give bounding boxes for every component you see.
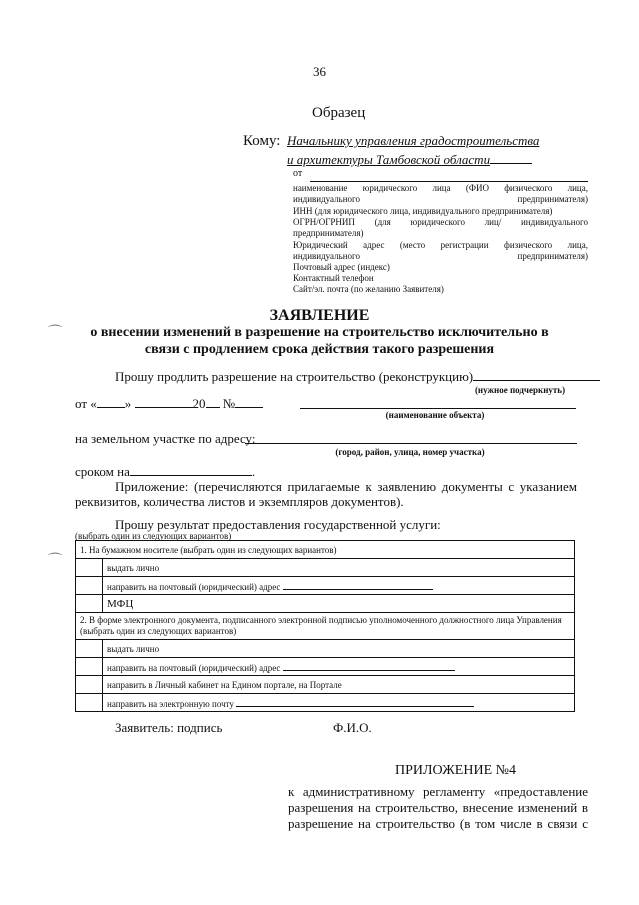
from-month-fill (135, 396, 193, 408)
statement-title: ЗАЯВЛЕНИЕ (269, 307, 370, 324)
term-fill (130, 464, 252, 476)
from-quote: » (124, 396, 132, 411)
option-paper-mfc[interactable]: МФЦ (103, 595, 575, 613)
annex-line-2: разрешения на строительство, внесение изменений в (288, 800, 588, 815)
address-hint: (город, район, улица, номер участка) (335, 447, 485, 457)
table-row (76, 541, 575, 559)
option-electronic-cabinet[interactable]: направить в Личный кабинет на Едином портале, на Портале (103, 676, 575, 694)
annex-line-1: к административному регламенту «предоставление (288, 784, 588, 799)
page-number: 36 (313, 64, 326, 79)
option-paper-postal-fill (283, 580, 433, 590)
option-electronic-email-fill (236, 697, 474, 707)
request-hint: (нужное подчеркнуть) (474, 385, 566, 395)
from-prefix: от « (75, 396, 97, 411)
term-line (75, 464, 255, 480)
table-row[interactable] (76, 577, 575, 595)
option-checkbox[interactable] (76, 694, 103, 712)
addressee-line-2-text: и архитектуры Тамбовской области (287, 152, 491, 167)
addressee-from-line (310, 181, 588, 182)
option-electronic-email-label: направить на электронную почту (107, 698, 234, 709)
option-checkbox[interactable] (76, 640, 103, 658)
table-row[interactable] (76, 559, 575, 577)
addressee-line-2-fill (490, 152, 532, 164)
section-2-title: 2. В форме электронного документа, подписанного электронной подписью уполномоченного должностного лица Управления (выбрать один из следующих вариантов) (76, 613, 575, 640)
addressee-line-2 (287, 152, 532, 168)
option-electronic-postal[interactable] (103, 658, 575, 676)
addressee-komu: Кому: (243, 133, 281, 149)
section-1-title: 1. На бумажном носителе (выбрать один из следующих вариантов) (76, 541, 575, 559)
option-electronic-in-person[interactable]: выдать лично (103, 640, 575, 658)
option-paper-in-person[interactable]: выдать лично (103, 559, 575, 577)
option-paper-postal-label: направить на почтовый (юридический) адрес (107, 581, 281, 592)
applicant-field-site: Сайт/эл. почта (по желанию Заявителя) (293, 284, 444, 294)
request-text (115, 369, 600, 385)
table-row[interactable] (76, 676, 575, 694)
table-row[interactable] (76, 694, 575, 712)
applicant-field-name: наименование юридического лица (ФИО физического лица, индивидуального предпринимателя) (293, 183, 588, 204)
table-row (76, 613, 575, 640)
option-electronic-postal-label: направить на почтовый (юридический) адрес (107, 662, 281, 673)
addressee-line-1: Начальнику управления градостроительства (287, 133, 540, 148)
margin-mark: ⌒ (48, 554, 62, 569)
statement-subtitle-1: о внесении изменений в разрешение на строительство исключительно в (90, 325, 549, 340)
applicant-field-legal-address: Юридический адрес (место регистрации физического лица, индивидуального предпринимателя) (293, 240, 588, 261)
table-row[interactable] (76, 595, 575, 613)
term-end: . (251, 464, 256, 479)
object-hint: (наименование объекта) (385, 410, 485, 420)
applicant-field-postal-address: Почтовый адрес (индекс) (293, 262, 390, 272)
option-paper-postal[interactable] (103, 577, 575, 595)
option-checkbox[interactable] (76, 559, 103, 577)
request-fill (473, 369, 600, 381)
applicant-fio-label: Ф.И.О. (333, 720, 372, 735)
option-checkbox[interactable] (76, 577, 103, 595)
table-row[interactable] (76, 640, 575, 658)
appendix-line-2: реквизитов, количества листов и экземпляров документов). (75, 494, 404, 509)
applicant-field-inn: ИНН (для юридического лица, индивидуального предпринимателя) (293, 206, 553, 216)
from-year: 20 (192, 396, 206, 411)
option-checkbox[interactable] (76, 658, 103, 676)
result-choose: (выбрать один из следующих вариантов) (75, 531, 232, 541)
appendix-line-1: Приложение: (перечисляются прилагаемые к заявлению документы с указанием (115, 479, 577, 494)
land-plot-label: на земельном участке по адресу: (75, 431, 256, 446)
from-day-fill (97, 396, 125, 408)
addressee-from-label: от (293, 168, 303, 179)
option-checkbox[interactable] (76, 676, 103, 694)
from-year-fill (206, 396, 220, 408)
delivery-options-table (75, 540, 575, 712)
statement-subtitle-2: связи с продлением срока действия такого разрешения (144, 342, 495, 357)
term-label: сроком на (75, 464, 130, 479)
option-electronic-email[interactable] (103, 694, 575, 712)
from-date-line (75, 396, 263, 412)
sample-label: Образец (312, 105, 366, 121)
applicant-field-phone: Контактный телефон (293, 273, 374, 283)
object-line (300, 408, 576, 409)
result-request: Прошу результат предоставления государственной услуги: (115, 517, 441, 532)
applicant-signature-label: Заявитель: подпись (115, 720, 223, 735)
from-number-label: № (222, 396, 236, 411)
from-number-fill (235, 396, 263, 408)
applicant-field-ogrn: ОГРН/ОГРНИП (для юридического лиц/ индивидуального предпринимателя) (293, 217, 588, 238)
annex-title: ПРИЛОЖЕНИЕ №4 (395, 763, 516, 778)
request-label: Прошу продлить разрешение на строительство (реконструкцию) (115, 369, 474, 384)
land-plot-line (245, 443, 577, 444)
annex-line-3: разрешение на строительство (в том числе в связи с (288, 816, 588, 831)
option-checkbox[interactable] (76, 595, 103, 613)
table-row[interactable] (76, 658, 575, 676)
margin-mark: ⌒ (48, 326, 62, 341)
option-electronic-postal-fill (283, 661, 455, 671)
